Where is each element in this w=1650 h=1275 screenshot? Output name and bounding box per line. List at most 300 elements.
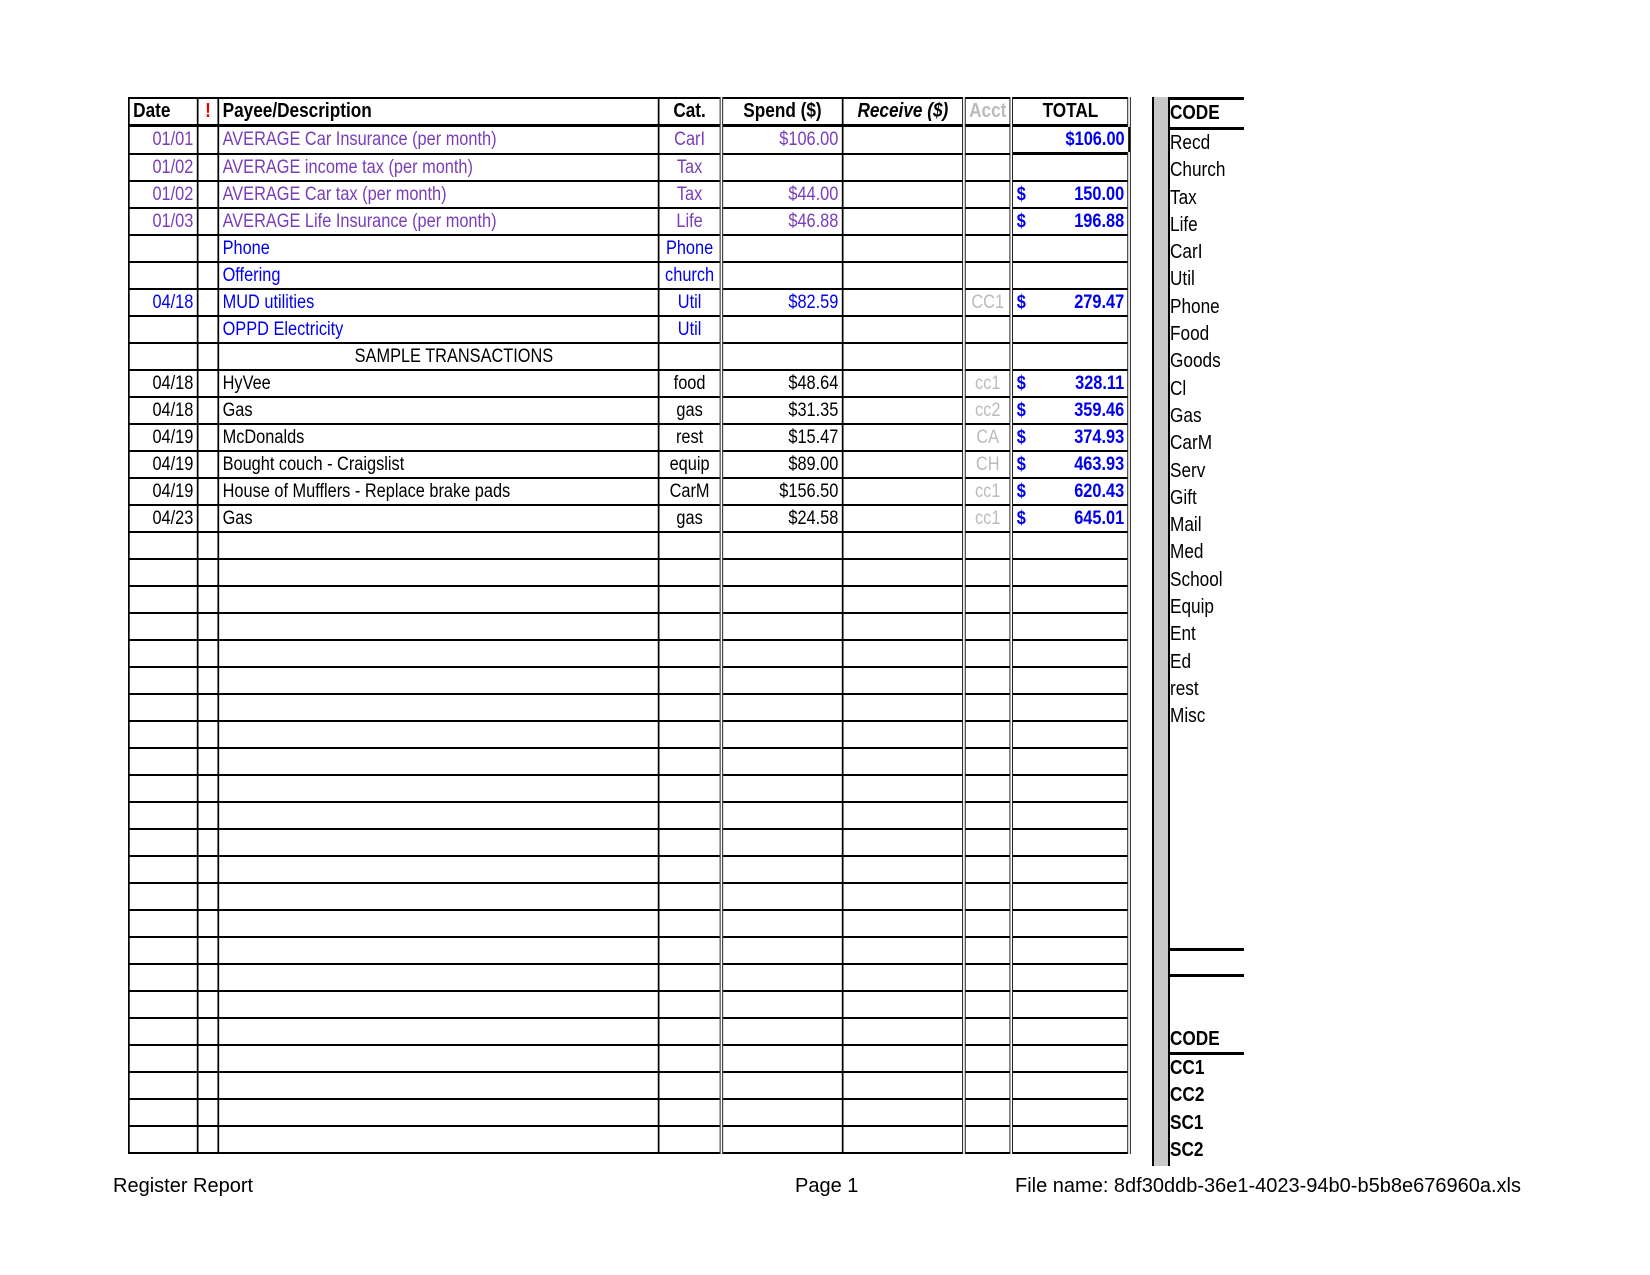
- empty-cell[interactable]: [659, 748, 722, 775]
- empty-cell[interactable]: [659, 910, 722, 937]
- empty-cell[interactable]: [721, 937, 842, 964]
- empty-cell[interactable]: [843, 1045, 964, 1072]
- empty-cell[interactable]: [843, 1099, 964, 1126]
- empty-cell[interactable]: [218, 1072, 658, 1099]
- empty-cell[interactable]: [198, 1099, 219, 1126]
- empty-cell[interactable]: [218, 1126, 658, 1153]
- empty-cell[interactable]: [659, 613, 722, 640]
- empty-cell[interactable]: [218, 667, 658, 694]
- empty-cell[interactable]: [659, 1099, 722, 1126]
- empty-cell[interactable]: [659, 856, 722, 883]
- acct-cell[interactable]: [964, 343, 1012, 370]
- empty-cell[interactable]: [843, 694, 964, 721]
- acct-cell[interactable]: [964, 208, 1012, 235]
- empty-cell[interactable]: [964, 1126, 1012, 1153]
- empty-cell[interactable]: [721, 964, 842, 991]
- empty-cell[interactable]: [198, 694, 219, 721]
- date-cell[interactable]: 01/02: [129, 154, 198, 182]
- category-cell[interactable]: gas: [659, 397, 722, 424]
- empty-cell[interactable]: [1012, 910, 1130, 937]
- empty-cell[interactable]: [1012, 1072, 1130, 1099]
- empty-cell[interactable]: [721, 532, 842, 559]
- category-cell[interactable]: Tax: [659, 154, 722, 182]
- empty-cell[interactable]: [659, 964, 722, 991]
- empty-cell[interactable]: [1012, 667, 1130, 694]
- empty-cell[interactable]: [129, 883, 198, 910]
- empty-cell[interactable]: [843, 1126, 964, 1153]
- empty-cell[interactable]: [964, 1018, 1012, 1045]
- empty-cell[interactable]: [129, 775, 198, 802]
- total-cell[interactable]: [1012, 505, 1130, 532]
- flag-cell[interactable]: [198, 370, 219, 397]
- empty-cell[interactable]: [721, 1045, 842, 1072]
- acct-cell[interactable]: [964, 126, 1012, 154]
- empty-cell[interactable]: [129, 532, 198, 559]
- empty-cell[interactable]: [129, 802, 198, 829]
- empty-cell[interactable]: [843, 1018, 964, 1045]
- empty-cell[interactable]: [964, 667, 1012, 694]
- empty-cell[interactable]: [129, 613, 198, 640]
- category-cell[interactable]: Tax: [659, 181, 722, 208]
- empty-cell[interactable]: [659, 586, 722, 613]
- spend-cell[interactable]: $31.35: [721, 397, 842, 424]
- flag-cell[interactable]: [198, 126, 219, 154]
- flag-cell[interactable]: [198, 424, 219, 451]
- empty-cell[interactable]: [659, 559, 722, 586]
- empty-cell[interactable]: [218, 883, 658, 910]
- payee-cell[interactable]: Phone: [218, 235, 658, 262]
- total-cell[interactable]: [1012, 424, 1130, 451]
- payee-cell[interactable]: MUD utilities: [218, 289, 658, 316]
- category-cell[interactable]: gas: [659, 505, 722, 532]
- empty-cell[interactable]: [198, 1126, 219, 1153]
- acct-cell[interactable]: cc2: [964, 397, 1012, 424]
- empty-cell[interactable]: [659, 937, 722, 964]
- payee-cell[interactable]: AVERAGE Life Insurance (per month): [218, 208, 658, 235]
- empty-cell[interactable]: [843, 586, 964, 613]
- empty-cell[interactable]: [1012, 721, 1130, 748]
- empty-cell[interactable]: [843, 829, 964, 856]
- empty-cell[interactable]: [964, 1099, 1012, 1126]
- flag-cell[interactable]: [198, 316, 219, 343]
- total-cell[interactable]: [1012, 181, 1130, 208]
- payee-cell[interactable]: Bought couch - Craigslist: [218, 451, 658, 478]
- empty-cell[interactable]: [843, 640, 964, 667]
- receive-cell[interactable]: [843, 343, 964, 370]
- empty-cell[interactable]: [129, 586, 198, 613]
- spend-cell[interactable]: $48.64: [721, 370, 842, 397]
- empty-cell[interactable]: [218, 640, 658, 667]
- empty-cell[interactable]: [129, 856, 198, 883]
- empty-cell[interactable]: [198, 775, 219, 802]
- empty-cell[interactable]: [659, 775, 722, 802]
- payee-cell[interactable]: Gas: [218, 505, 658, 532]
- empty-cell[interactable]: [843, 721, 964, 748]
- empty-cell[interactable]: [1012, 1018, 1130, 1045]
- empty-cell[interactable]: [129, 667, 198, 694]
- spend-cell[interactable]: [721, 316, 842, 343]
- empty-cell[interactable]: [659, 721, 722, 748]
- date-cell[interactable]: 04/23: [129, 505, 198, 532]
- receive-cell[interactable]: [843, 126, 964, 154]
- receive-cell[interactable]: [843, 208, 964, 235]
- header-acct[interactable]: Acct: [964, 98, 1012, 126]
- empty-cell[interactable]: [218, 856, 658, 883]
- empty-cell[interactable]: [218, 775, 658, 802]
- total-cell[interactable]: [1012, 316, 1130, 343]
- spend-cell[interactable]: $15.47: [721, 424, 842, 451]
- receive-cell[interactable]: [843, 181, 964, 208]
- acct-cell[interactable]: CH: [964, 451, 1012, 478]
- empty-cell[interactable]: [964, 748, 1012, 775]
- total-cell[interactable]: [1012, 235, 1130, 262]
- spend-cell[interactable]: $44.00: [721, 181, 842, 208]
- empty-cell[interactable]: [198, 559, 219, 586]
- spend-cell[interactable]: [721, 235, 842, 262]
- date-cell[interactable]: 04/18: [129, 370, 198, 397]
- flag-cell[interactable]: [198, 289, 219, 316]
- empty-cell[interactable]: [964, 991, 1012, 1018]
- receive-cell[interactable]: [843, 235, 964, 262]
- empty-cell[interactable]: [1012, 937, 1130, 964]
- empty-cell[interactable]: [1012, 856, 1130, 883]
- receive-cell[interactable]: [843, 505, 964, 532]
- empty-cell[interactable]: [659, 1126, 722, 1153]
- flag-cell[interactable]: [198, 451, 219, 478]
- empty-cell[interactable]: [198, 667, 219, 694]
- empty-cell[interactable]: [129, 721, 198, 748]
- empty-cell[interactable]: [218, 991, 658, 1018]
- empty-cell[interactable]: [659, 1072, 722, 1099]
- empty-cell[interactable]: [721, 1126, 842, 1153]
- flag-cell[interactable]: [198, 262, 219, 289]
- category-cell[interactable]: rest: [659, 424, 722, 451]
- empty-cell[interactable]: [721, 640, 842, 667]
- empty-cell[interactable]: [721, 613, 842, 640]
- empty-cell[interactable]: [218, 559, 658, 586]
- empty-cell[interactable]: [843, 856, 964, 883]
- empty-cell[interactable]: [218, 694, 658, 721]
- payee-cell[interactable]: AVERAGE Car Insurance (per month): [218, 126, 658, 154]
- receive-cell[interactable]: [843, 478, 964, 505]
- empty-cell[interactable]: [1012, 694, 1130, 721]
- empty-cell[interactable]: [129, 1018, 198, 1045]
- empty-cell[interactable]: [218, 937, 658, 964]
- empty-cell[interactable]: [198, 1045, 219, 1072]
- empty-cell[interactable]: [1012, 802, 1130, 829]
- payee-cell[interactable]: Offering: [218, 262, 658, 289]
- empty-cell[interactable]: [129, 640, 198, 667]
- spend-cell[interactable]: [721, 154, 842, 182]
- empty-cell[interactable]: [198, 748, 219, 775]
- date-cell[interactable]: 04/19: [129, 451, 198, 478]
- header-flag[interactable]: !: [198, 98, 219, 126]
- empty-cell[interactable]: [1012, 640, 1130, 667]
- acct-cell[interactable]: [964, 262, 1012, 289]
- empty-cell[interactable]: [964, 640, 1012, 667]
- category-cell[interactable]: Life: [659, 208, 722, 235]
- date-cell[interactable]: [129, 262, 198, 289]
- flag-cell[interactable]: [198, 505, 219, 532]
- empty-cell[interactable]: [721, 1072, 842, 1099]
- total-cell[interactable]: [1012, 262, 1130, 289]
- empty-cell[interactable]: [964, 883, 1012, 910]
- empty-cell[interactable]: [964, 613, 1012, 640]
- receive-cell[interactable]: [843, 154, 964, 182]
- date-cell[interactable]: 01/03: [129, 208, 198, 235]
- empty-cell[interactable]: [198, 856, 219, 883]
- flag-cell[interactable]: [198, 208, 219, 235]
- acct-cell[interactable]: [964, 316, 1012, 343]
- empty-cell[interactable]: [129, 991, 198, 1018]
- spend-cell[interactable]: $89.00: [721, 451, 842, 478]
- flag-cell[interactable]: [198, 154, 219, 182]
- date-cell[interactable]: 04/19: [129, 424, 198, 451]
- empty-cell[interactable]: [721, 991, 842, 1018]
- flag-cell[interactable]: [198, 397, 219, 424]
- date-cell[interactable]: [129, 343, 198, 370]
- empty-cell[interactable]: [198, 1018, 219, 1045]
- empty-cell[interactable]: [843, 667, 964, 694]
- category-cell[interactable]: Util: [659, 316, 722, 343]
- spend-cell[interactable]: [721, 262, 842, 289]
- empty-cell[interactable]: [721, 559, 842, 586]
- empty-cell[interactable]: [843, 991, 964, 1018]
- empty-cell[interactable]: [659, 532, 722, 559]
- empty-cell[interactable]: [129, 559, 198, 586]
- receive-cell[interactable]: [843, 424, 964, 451]
- empty-cell[interactable]: [198, 1072, 219, 1099]
- empty-cell[interactable]: [198, 964, 219, 991]
- payee-cell[interactable]: SAMPLE TRANSACTIONS: [218, 343, 658, 370]
- empty-cell[interactable]: [721, 586, 842, 613]
- empty-cell[interactable]: [129, 1072, 198, 1099]
- total-cell[interactable]: [1012, 208, 1130, 235]
- empty-cell[interactable]: [721, 1099, 842, 1126]
- receive-cell[interactable]: [843, 316, 964, 343]
- receive-cell[interactable]: [843, 397, 964, 424]
- empty-cell[interactable]: [198, 883, 219, 910]
- empty-cell[interactable]: [198, 937, 219, 964]
- empty-cell[interactable]: [964, 802, 1012, 829]
- receive-cell[interactable]: [843, 289, 964, 316]
- empty-cell[interactable]: [129, 1045, 198, 1072]
- flag-cell[interactable]: [198, 181, 219, 208]
- category-cell[interactable]: food: [659, 370, 722, 397]
- acct-cell[interactable]: cc1: [964, 370, 1012, 397]
- empty-cell[interactable]: [964, 964, 1012, 991]
- empty-cell[interactable]: [1012, 748, 1130, 775]
- empty-cell[interactable]: [198, 532, 219, 559]
- header-spend[interactable]: Spend ($): [721, 98, 842, 126]
- empty-cell[interactable]: [1012, 559, 1130, 586]
- header-date[interactable]: Date: [129, 98, 198, 126]
- receive-cell[interactable]: [843, 451, 964, 478]
- empty-cell[interactable]: [1012, 1045, 1130, 1072]
- empty-cell[interactable]: [218, 586, 658, 613]
- acct-cell[interactable]: [964, 235, 1012, 262]
- empty-cell[interactable]: [659, 694, 722, 721]
- total-cell[interactable]: [1012, 154, 1130, 182]
- empty-cell[interactable]: [218, 748, 658, 775]
- empty-cell[interactable]: [218, 1018, 658, 1045]
- empty-cell[interactable]: [964, 1045, 1012, 1072]
- payee-cell[interactable]: AVERAGE Car tax (per month): [218, 181, 658, 208]
- spend-cell[interactable]: $46.88: [721, 208, 842, 235]
- category-cell[interactable]: CarI: [659, 126, 722, 154]
- date-cell[interactable]: 01/02: [129, 181, 198, 208]
- total-cell[interactable]: [1012, 343, 1130, 370]
- empty-cell[interactable]: [964, 775, 1012, 802]
- empty-cell[interactable]: [721, 775, 842, 802]
- empty-cell[interactable]: [218, 532, 658, 559]
- header-receive[interactable]: Receive ($): [843, 98, 964, 126]
- empty-cell[interactable]: [843, 532, 964, 559]
- acct-cell[interactable]: [964, 181, 1012, 208]
- payee-cell[interactable]: McDonalds: [218, 424, 658, 451]
- category-cell[interactable]: equip: [659, 451, 722, 478]
- empty-cell[interactable]: [1012, 883, 1130, 910]
- total-cell[interactable]: [1012, 397, 1130, 424]
- acct-cell[interactable]: cc1: [964, 505, 1012, 532]
- empty-cell[interactable]: [659, 1045, 722, 1072]
- spend-cell[interactable]: $106.00: [721, 126, 842, 154]
- empty-cell[interactable]: [964, 910, 1012, 937]
- empty-cell[interactable]: [964, 937, 1012, 964]
- date-cell[interactable]: 04/18: [129, 397, 198, 424]
- total-cell[interactable]: [1012, 126, 1130, 154]
- total-cell[interactable]: [1012, 289, 1130, 316]
- empty-cell[interactable]: [843, 910, 964, 937]
- payee-cell[interactable]: OPPD Electricity: [218, 316, 658, 343]
- empty-cell[interactable]: [1012, 613, 1130, 640]
- acct-cell[interactable]: CC1: [964, 289, 1012, 316]
- empty-cell[interactable]: [218, 910, 658, 937]
- flag-cell[interactable]: [198, 343, 219, 370]
- spend-cell[interactable]: $156.50: [721, 478, 842, 505]
- empty-cell[interactable]: [659, 1018, 722, 1045]
- total-cell[interactable]: [1012, 478, 1130, 505]
- empty-cell[interactable]: [843, 775, 964, 802]
- empty-cell[interactable]: [198, 910, 219, 937]
- empty-cell[interactable]: [1012, 1099, 1130, 1126]
- empty-cell[interactable]: [721, 667, 842, 694]
- date-cell[interactable]: 04/18: [129, 289, 198, 316]
- empty-cell[interactable]: [843, 883, 964, 910]
- empty-cell[interactable]: [129, 748, 198, 775]
- header-category[interactable]: Cat.: [659, 98, 722, 126]
- empty-cell[interactable]: [721, 829, 842, 856]
- empty-cell[interactable]: [198, 829, 219, 856]
- empty-cell[interactable]: [129, 964, 198, 991]
- category-cell[interactable]: Util: [659, 289, 722, 316]
- empty-cell[interactable]: [843, 559, 964, 586]
- empty-cell[interactable]: [198, 802, 219, 829]
- empty-cell[interactable]: [964, 532, 1012, 559]
- empty-cell[interactable]: [129, 694, 198, 721]
- empty-cell[interactable]: [218, 829, 658, 856]
- spend-cell[interactable]: $24.58: [721, 505, 842, 532]
- spend-cell[interactable]: $82.59: [721, 289, 842, 316]
- empty-cell[interactable]: [721, 883, 842, 910]
- empty-cell[interactable]: [721, 910, 842, 937]
- empty-cell[interactable]: [218, 964, 658, 991]
- payee-cell[interactable]: HyVee: [218, 370, 658, 397]
- empty-cell[interactable]: [218, 1045, 658, 1072]
- total-cell[interactable]: [1012, 370, 1130, 397]
- flag-cell[interactable]: [198, 235, 219, 262]
- empty-cell[interactable]: [843, 748, 964, 775]
- empty-cell[interactable]: [198, 586, 219, 613]
- empty-cell[interactable]: [721, 721, 842, 748]
- receive-cell[interactable]: [843, 262, 964, 289]
- empty-cell[interactable]: [843, 937, 964, 964]
- empty-cell[interactable]: [659, 802, 722, 829]
- empty-cell[interactable]: [1012, 586, 1130, 613]
- empty-cell[interactable]: [964, 586, 1012, 613]
- category-cell[interactable]: Phone: [659, 235, 722, 262]
- empty-cell[interactable]: [1012, 991, 1130, 1018]
- receive-cell[interactable]: [843, 370, 964, 397]
- empty-cell[interactable]: [964, 829, 1012, 856]
- category-cell[interactable]: CarM: [659, 478, 722, 505]
- empty-cell[interactable]: [721, 1018, 842, 1045]
- acct-cell[interactable]: cc1: [964, 478, 1012, 505]
- empty-cell[interactable]: [964, 694, 1012, 721]
- empty-cell[interactable]: [129, 1099, 198, 1126]
- empty-cell[interactable]: [129, 937, 198, 964]
- total-cell[interactable]: [1012, 451, 1130, 478]
- empty-cell[interactable]: [218, 1099, 658, 1126]
- empty-cell[interactable]: [964, 856, 1012, 883]
- empty-cell[interactable]: [659, 667, 722, 694]
- empty-cell[interactable]: [129, 1126, 198, 1153]
- empty-cell[interactable]: [218, 721, 658, 748]
- empty-cell[interactable]: [198, 640, 219, 667]
- empty-cell[interactable]: [721, 856, 842, 883]
- empty-cell[interactable]: [721, 694, 842, 721]
- empty-cell[interactable]: [1012, 964, 1130, 991]
- empty-cell[interactable]: [964, 721, 1012, 748]
- date-cell[interactable]: [129, 316, 198, 343]
- empty-cell[interactable]: [659, 883, 722, 910]
- empty-cell[interactable]: [843, 802, 964, 829]
- empty-cell[interactable]: [659, 829, 722, 856]
- spend-cell[interactable]: [721, 343, 842, 370]
- empty-cell[interactable]: [198, 991, 219, 1018]
- empty-cell[interactable]: [964, 559, 1012, 586]
- payee-cell[interactable]: AVERAGE income tax (per month): [218, 154, 658, 182]
- empty-cell[interactable]: [218, 802, 658, 829]
- empty-cell[interactable]: [843, 1072, 964, 1099]
- empty-cell[interactable]: [198, 721, 219, 748]
- empty-cell[interactable]: [721, 748, 842, 775]
- date-cell[interactable]: [129, 235, 198, 262]
- header-total[interactable]: TOTAL: [1012, 98, 1130, 126]
- empty-cell[interactable]: [218, 613, 658, 640]
- payee-cell[interactable]: House of Mufflers - Replace brake pads: [218, 478, 658, 505]
- empty-cell[interactable]: [659, 991, 722, 1018]
- empty-cell[interactable]: [659, 640, 722, 667]
- empty-cell[interactable]: [198, 613, 219, 640]
- empty-cell[interactable]: [1012, 775, 1130, 802]
- empty-cell[interactable]: [1012, 829, 1130, 856]
- date-cell[interactable]: 04/19: [129, 478, 198, 505]
- flag-cell[interactable]: [198, 478, 219, 505]
- empty-cell[interactable]: [843, 964, 964, 991]
- empty-cell[interactable]: [843, 613, 964, 640]
- empty-cell[interactable]: [129, 829, 198, 856]
